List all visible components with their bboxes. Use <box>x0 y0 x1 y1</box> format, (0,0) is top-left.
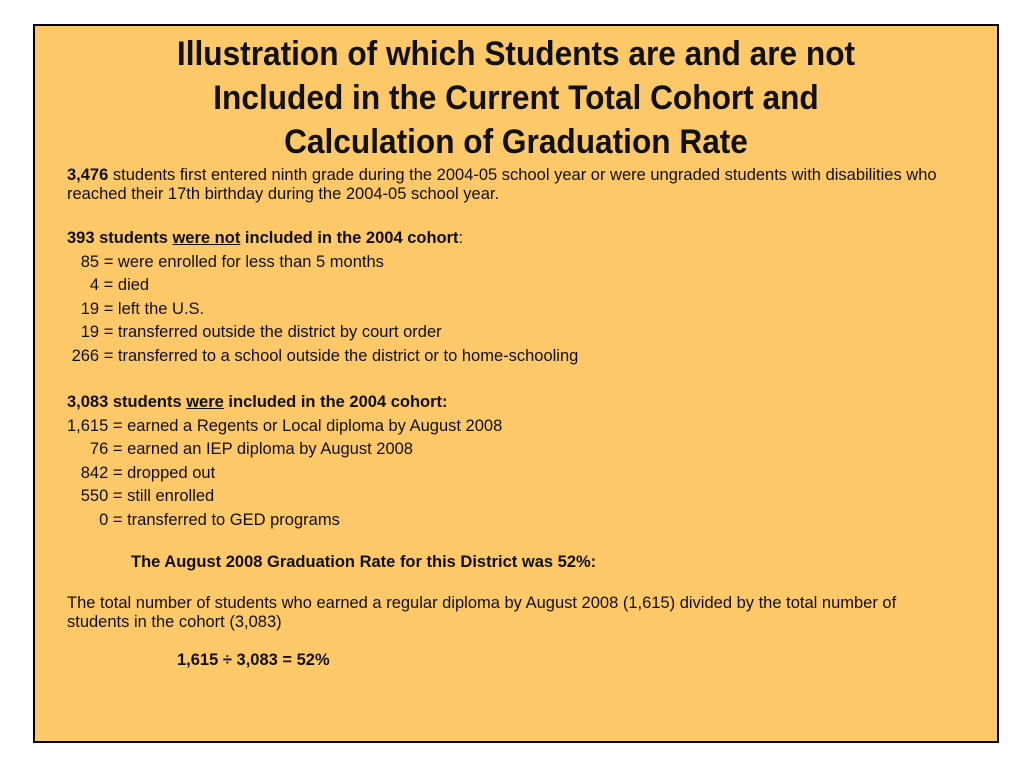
excluded-heading-post: included in the 2004 cohort <box>240 229 459 247</box>
rate-statement: The August 2008 Graduation Rate for this District was 52%: <box>131 553 597 571</box>
explanation-paragraph: The total number of students who earned a regular diploma by August 2008 (1,615) divided by the total number of students in the cohort (3,083) <box>67 593 897 631</box>
intro-paragraph <box>67 166 947 204</box>
excluded-heading-pre: 393 students <box>67 229 173 247</box>
included-item: 0 = transferred to GED programs <box>67 510 340 529</box>
slide-body <box>67 166 947 672</box>
excluded-item: 19 = left the U.S. <box>67 299 205 318</box>
title-line-2: Included in the Current Total Cohort and <box>213 79 819 117</box>
excluded-heading-emph: were not <box>172 229 241 247</box>
excluded-heading <box>67 227 947 251</box>
included-heading <box>67 391 947 415</box>
included-heading-pre: 3,083 students <box>67 393 187 411</box>
included-item: 1,615 = earned a Regents or Local diploma by August 2008 <box>67 416 503 435</box>
title-line-1: Illustration of which Students are and are not <box>176 35 856 73</box>
excluded-item: 19 = transferred outside the district by court order <box>67 323 442 341</box>
title-line-3: Calculation of Graduation Rate <box>284 123 748 161</box>
intro-count: 3,476 <box>67 166 109 184</box>
included-item: 842 = dropped out <box>67 463 216 482</box>
included-heading-emph: were <box>186 393 224 411</box>
included-item: 550 = still enrolled <box>67 487 215 505</box>
formula: 1,615 ÷ 3,083 = 52% <box>177 650 330 669</box>
slide-title <box>78 32 954 164</box>
included-heading-post: included in the 2004 cohort: <box>223 393 448 411</box>
excluded-item: 266 = transferred to a school outside the district or to home-schooling <box>67 346 579 365</box>
included-item: 76 = earned an IEP diploma by August 2008 <box>67 440 413 458</box>
excluded-item: 4 = died <box>67 276 150 294</box>
excluded-item: 85 = were enrolled for less than 5 months <box>67 252 384 271</box>
intro-text: students first entered ninth grade during the 2004-05 school year or were ungraded students with disabilities who reached their 17th birthday during the 2004-05 school year. <box>67 166 937 203</box>
excluded-heading-colon: : <box>458 229 464 247</box>
